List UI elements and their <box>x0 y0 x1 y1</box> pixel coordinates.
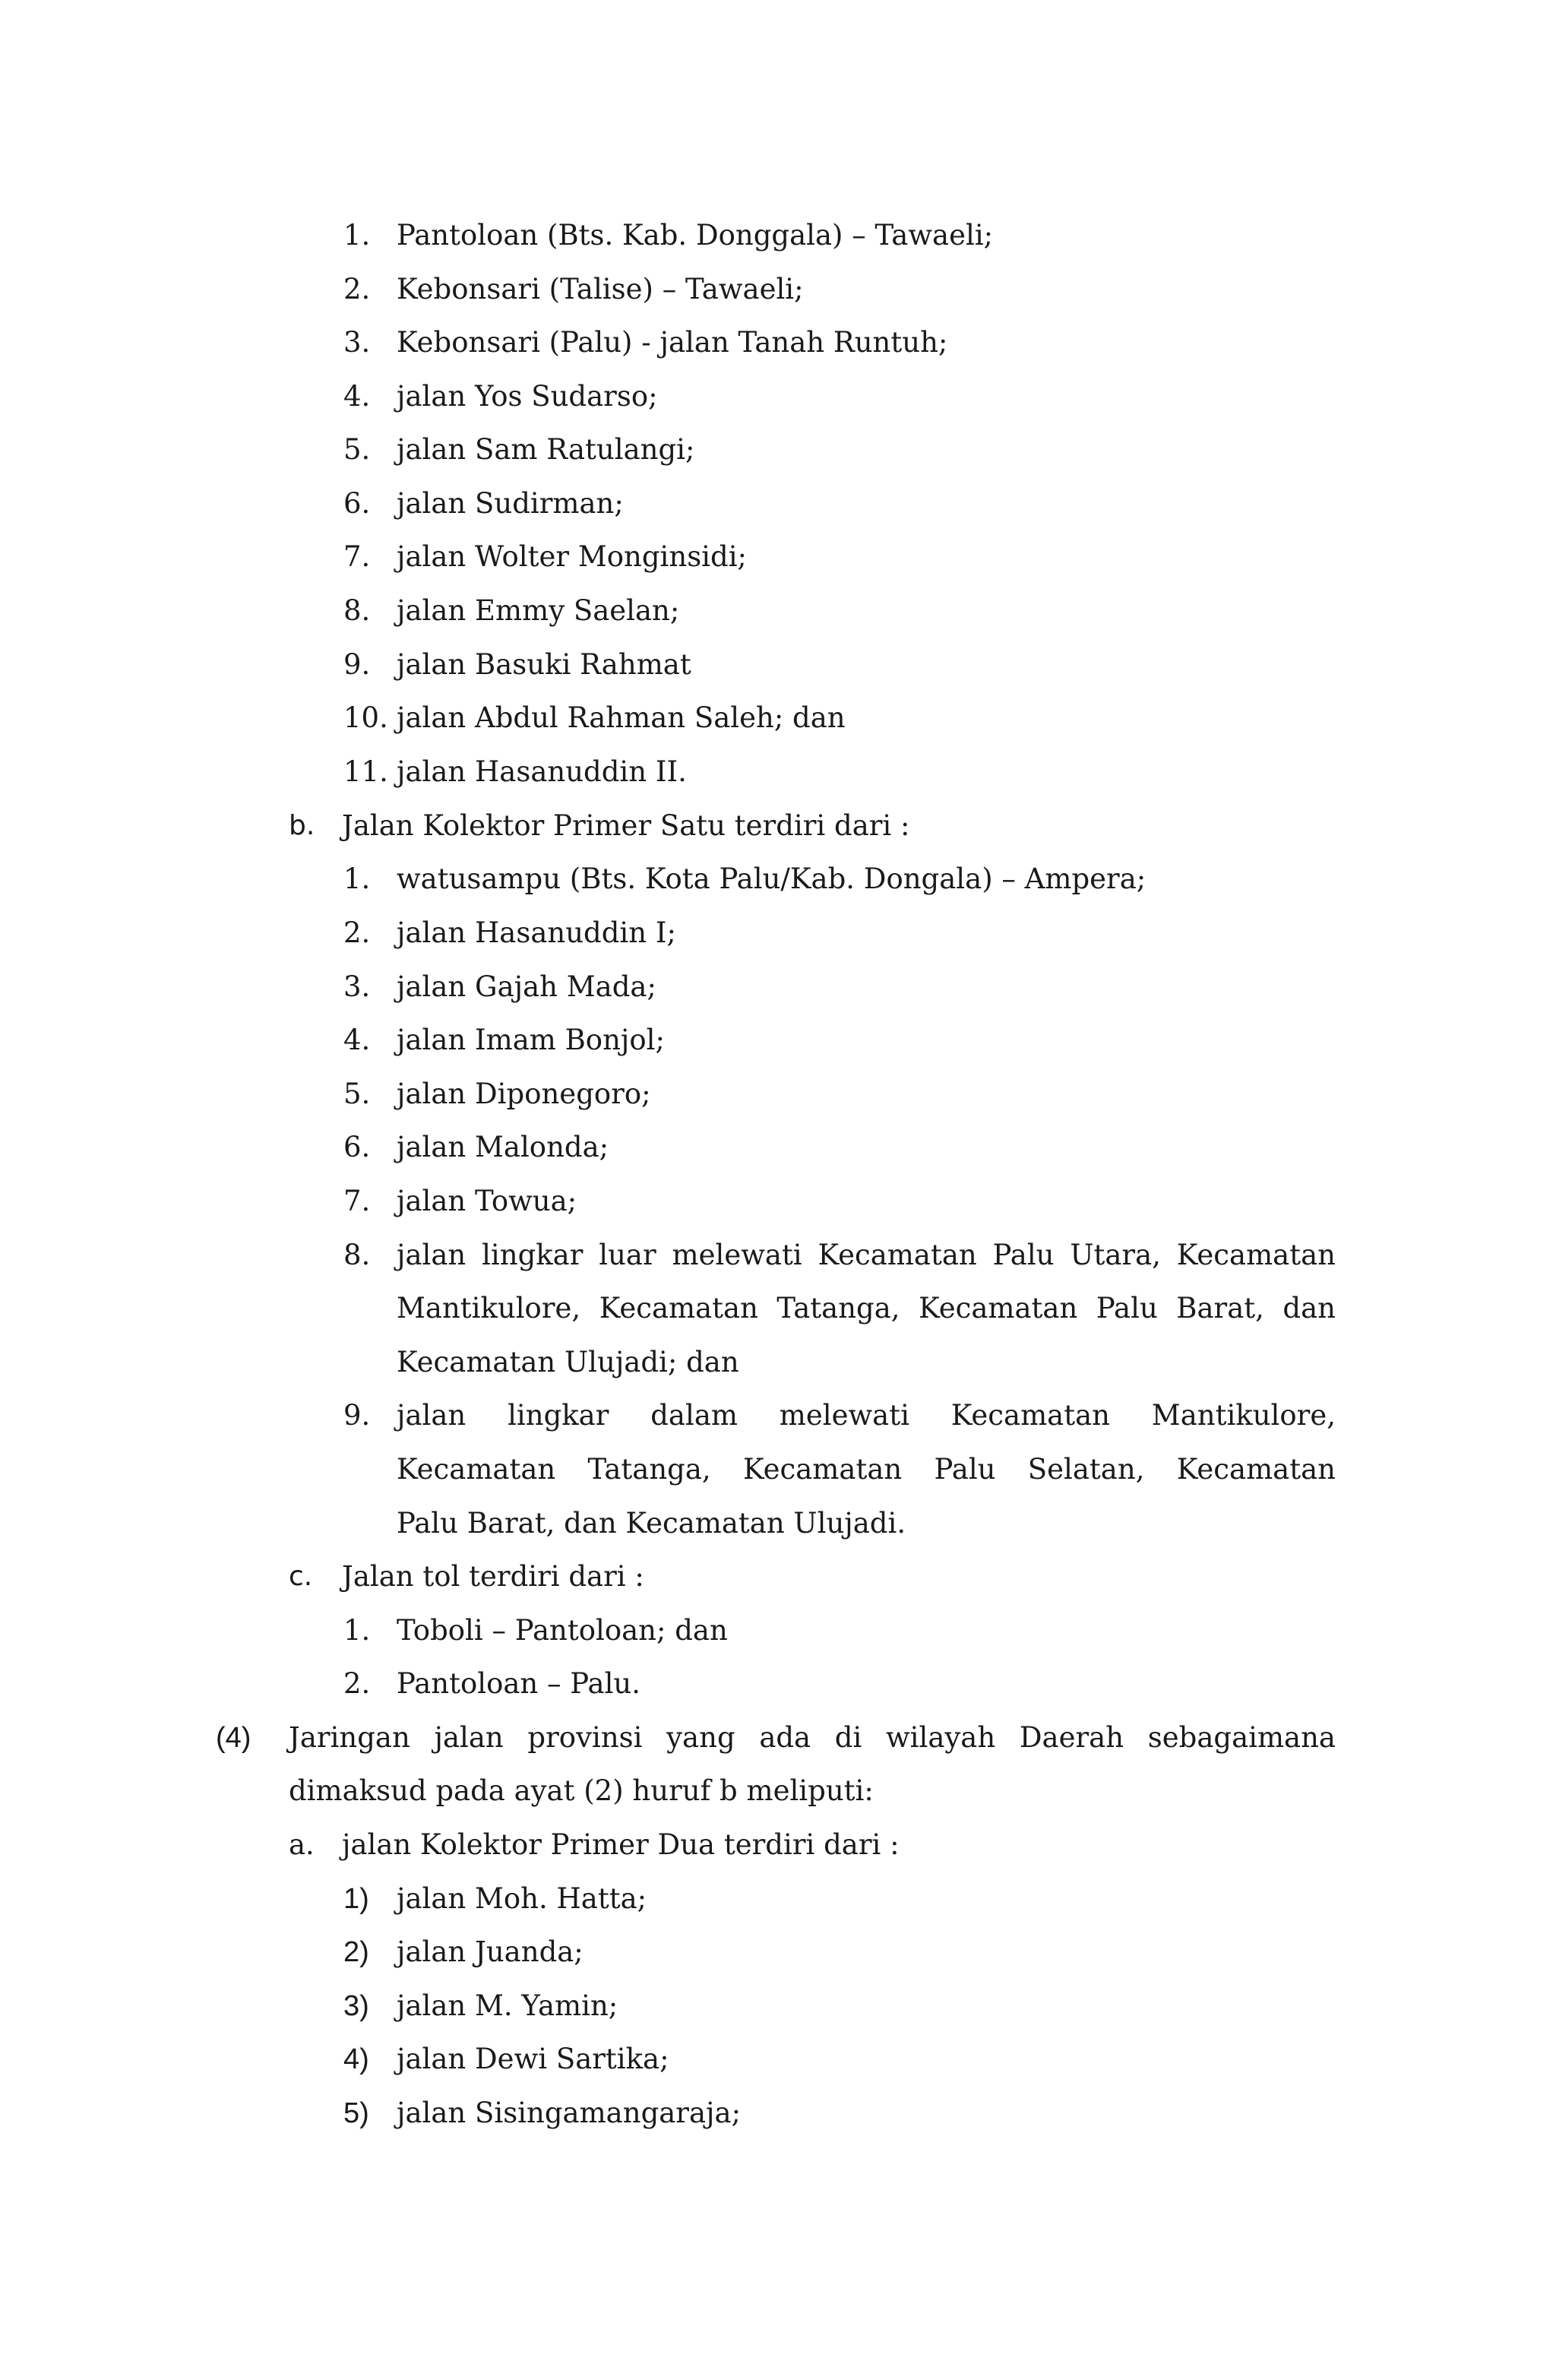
paragraph-continuation <box>0 1764 1556 1818</box>
list-item-continuation <box>0 1443 1556 1496</box>
paragraph <box>0 1711 1556 1764</box>
section-heading-text: jalan Kolektor Primer Dua terdiri dari : <box>342 1828 900 1861</box>
list-item <box>0 1872 1556 1926</box>
list-item <box>0 1014 1556 1067</box>
item-number: 3) <box>343 1990 369 2022</box>
item-number: 1) <box>343 1883 369 1915</box>
item-text: watusampu (Bts. Kota Palu/Kab. Dongala) – Ampera; <box>397 862 1146 895</box>
list-item-continuation <box>0 1282 1556 1335</box>
section-heading <box>0 1818 1556 1872</box>
item-number: 6. <box>343 487 371 520</box>
list-item <box>0 477 1556 530</box>
item-text-line: Palu Barat, dan Kecamatan Ulujadi. <box>397 1507 906 1540</box>
item-number: 1. <box>343 219 371 252</box>
item-text: Pantoloan – Palu. <box>397 1667 641 1700</box>
item-text-line: Kecamatan Ulujadi; dan <box>397 1346 739 1378</box>
list-item <box>0 638 1556 692</box>
section-heading <box>0 799 1556 853</box>
item-text: jalan Sam Ratulangi; <box>397 433 695 466</box>
item-text: Pantoloan (Bts. Kab. Donggala) – Tawaeli; <box>397 219 994 252</box>
list-item <box>0 907 1556 960</box>
item-text: jalan Hasanuddin I; <box>397 916 676 949</box>
section-letter: c. <box>289 1561 313 1592</box>
paragraph-line: dimaksud pada ayat (2) huruf b meliputi: <box>289 1774 874 1807</box>
item-text: jalan Wolter Monginsidi; <box>397 540 748 573</box>
item-text: jalan Hasanuddin II. <box>397 755 687 788</box>
list-item <box>0 584 1556 638</box>
item-text: jalan Abdul Rahman Saleh; dan <box>397 701 846 734</box>
item-number: 5) <box>343 2097 369 2129</box>
item-text: jalan Malonda; <box>397 1131 609 1163</box>
list-item <box>0 530 1556 584</box>
item-number: 5. <box>343 1078 371 1110</box>
item-number: 4. <box>343 380 371 413</box>
section-letter: a. <box>289 1828 315 1861</box>
item-text: jalan Sudirman; <box>397 487 624 520</box>
item-number: 5. <box>343 433 371 466</box>
list-item <box>0 1926 1556 1979</box>
item-number: 2. <box>343 1667 371 1700</box>
item-text: jalan Yos Sudarso; <box>397 380 658 413</box>
section-heading <box>0 1550 1556 1603</box>
item-number: 7. <box>343 540 371 573</box>
item-number: 2) <box>343 1936 369 1968</box>
item-number: 10. <box>343 701 388 734</box>
item-text: jalan Diponegoro; <box>397 1078 651 1110</box>
list-item <box>0 1175 1556 1228</box>
list-item-continuation <box>0 1336 1556 1389</box>
section-letter: b. <box>289 810 315 841</box>
list-item <box>0 1604 1556 1657</box>
item-text: jalan Emmy Saelan; <box>397 594 680 627</box>
list-item <box>0 745 1556 799</box>
list-item <box>0 423 1556 476</box>
list-item-continuation <box>0 1497 1556 1550</box>
item-number: 8. <box>343 594 371 627</box>
item-number: 4. <box>343 1024 371 1056</box>
list-item <box>0 1068 1556 1121</box>
paragraph-number: (4) <box>216 1722 251 1754</box>
section-heading-text: Jalan tol terdiri dari : <box>342 1560 644 1593</box>
item-text: Kebonsari (Palu) - jalan Tanah Runtuh; <box>397 326 948 359</box>
list-item <box>0 853 1556 906</box>
item-number: 1. <box>343 1614 371 1647</box>
item-number: 2. <box>343 916 371 949</box>
item-text: jalan M. Yamin; <box>397 1989 618 2022</box>
list-item <box>0 1229 1556 1282</box>
section-heading-text: Jalan Kolektor Primer Satu terdiri dari : <box>342 809 910 842</box>
list-item <box>0 316 1556 369</box>
item-number: 1. <box>343 862 371 895</box>
item-text: jalan Towua; <box>397 1185 577 1217</box>
item-number: 2. <box>343 273 371 305</box>
item-text-line: jalan lingkar dalam melewati Kecamatan Mantikulore, <box>397 1399 1336 1432</box>
list-item <box>0 1121 1556 1174</box>
paragraph-line: Jaringan jalan provinsi yang ada di wilayah Daerah sebagaimana <box>289 1721 1336 1754</box>
item-text: Toboli – Pantoloan; dan <box>397 1614 728 1647</box>
item-number: 9. <box>343 648 371 681</box>
item-text: jalan Basuki Rahmat <box>397 648 691 681</box>
list-item <box>0 2033 1556 2086</box>
item-text: jalan Imam Bonjol; <box>397 1024 665 1056</box>
item-number: 8. <box>343 1239 371 1271</box>
item-text: jalan Gajah Mada; <box>397 970 656 1003</box>
item-number: 3. <box>343 326 371 359</box>
item-text: jalan Sisingamangaraja; <box>397 2097 742 2129</box>
list-item <box>0 370 1556 423</box>
item-text-line: jalan lingkar luar melewati Kecamatan Palu Utara, Kecamatan <box>397 1239 1336 1271</box>
item-text: jalan Dewi Sartika; <box>397 2043 669 2075</box>
list-item <box>0 2087 1556 2140</box>
list-item <box>0 1980 1556 2033</box>
item-number: 3. <box>343 970 371 1003</box>
list-item <box>0 263 1556 316</box>
list-item <box>0 209 1556 262</box>
item-number: 9. <box>343 1399 371 1432</box>
item-text-line: Kecamatan Tatanga, Kecamatan Palu Selatan, Kecamatan <box>397 1453 1336 1486</box>
item-number: 7. <box>343 1185 371 1217</box>
list-item <box>0 692 1556 745</box>
item-number: 4) <box>343 2043 369 2075</box>
item-text-line: Mantikulore, Kecamatan Tatanga, Kecamatan Palu Barat, dan <box>397 1292 1336 1325</box>
item-number: 6. <box>343 1131 371 1163</box>
list-item <box>0 1389 1556 1442</box>
list-item <box>0 1657 1556 1711</box>
item-text: Kebonsari (Talise) – Tawaeli; <box>397 273 804 305</box>
item-text: jalan Moh. Hatta; <box>397 1882 647 1915</box>
item-number: 11. <box>343 755 388 788</box>
item-text: jalan Juanda; <box>397 1935 584 1968</box>
list-item <box>0 961 1556 1014</box>
